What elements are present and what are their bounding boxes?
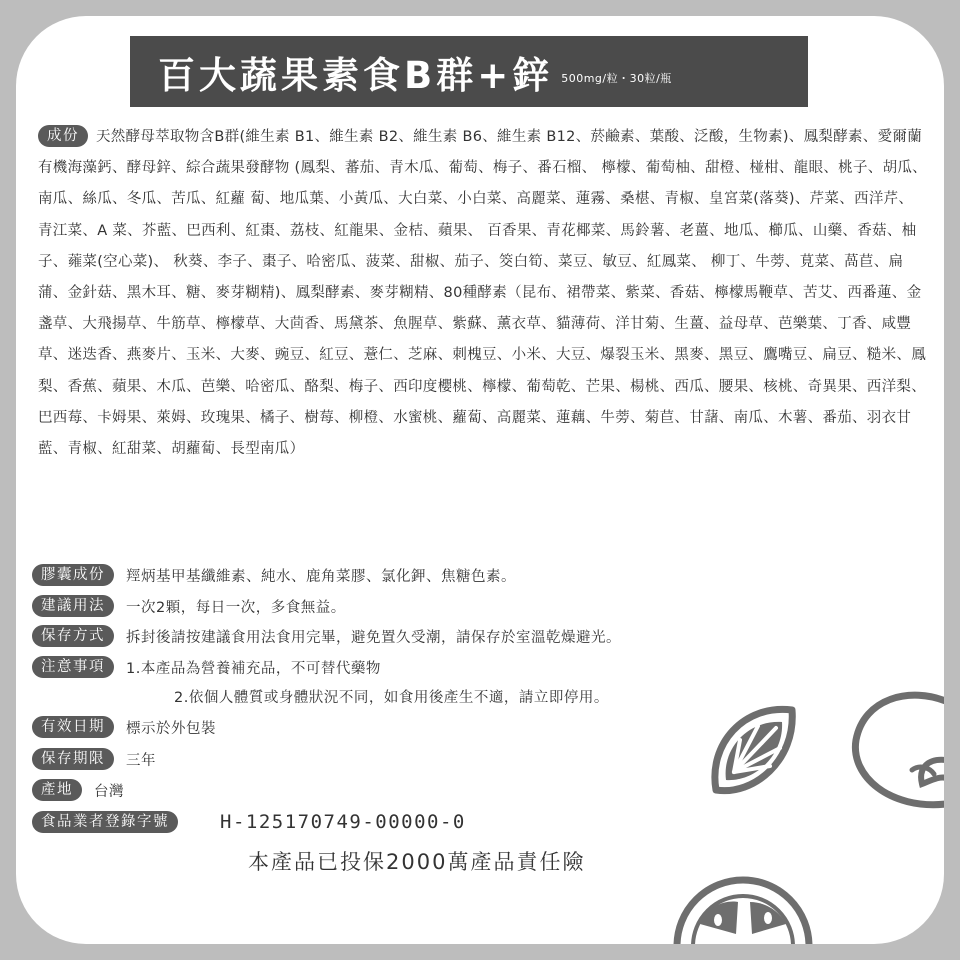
- storage-text: 拆封後請按建議食用法食用完畢，避免置久受潮，請保存於室溫乾燥避光。: [126, 629, 621, 646]
- ingredients-block: [38, 122, 928, 465]
- registration-row: [32, 811, 466, 833]
- origin-label: 產地: [32, 779, 82, 801]
- expiry-row: [32, 716, 216, 738]
- usage-row: [32, 595, 346, 617]
- registration-label: 食品業者登錄字號: [32, 811, 178, 833]
- capsule-text: 羥炳基甲基纖維素、純水、鹿角菜膠、氯化鉀、焦糖色素。: [126, 568, 516, 585]
- product-title: 百大蔬果素食B群+鋅: [158, 53, 554, 97]
- shelf-life-label: 保存期限: [32, 748, 114, 770]
- usage-text: 一次2顆，每日一次，多食無益。: [126, 599, 346, 616]
- expiry-label: 有效日期: [32, 716, 114, 738]
- storage-label: 保存方式: [32, 625, 114, 647]
- expiry-text: 標示於外包裝: [126, 720, 216, 737]
- product-spec: 500mg/粒・30粒/瓶: [561, 71, 672, 85]
- ingredients-text: 天然酵母萃取物含B群(維生素 B1、維生素 B2、維生素 B6、維生素 B12、菸鹼素、葉酸、泛酸，生物素)、鳳梨酵素、愛爾蘭有機海藻鈣、酵母鋅、綜合蔬果發酵物 (鳳梨、蕃茄、青木瓜、葡萄、梅子、番石榴、 檸檬、葡萄柚、甜橙、椪柑、龍眼、桃子、胡瓜、南瓜、絲瓜、冬瓜、苦瓜、紅蘿 蔔、地瓜葉、小黃瓜、大白菜、小白菜、高麗菜、蓮霧、桑椹、青椒、皇宮菜(落葵)、芹菜、西洋芹、青江菜、A 菜、芥藍、巴西利、紅棗、荔枝、紅龍果、金桔、蘋果、 百香果、青花椰菜、馬鈴薯、老薑、地瓜、櫛瓜、山藥、香菇、柚子、蕹菜(空心菜)、 秋葵、李子、棗子、哈密瓜、菠菜、甜椒、茄子、筊白筍、菜豆、敏豆、紅鳳菜、 柳丁、牛蒡、莧菜、萵苣、扁蒲、金針菇、黑木耳、糖、麥芽糊精)、鳳梨酵素、麥芽糊精、80種酵素（昆布、裙帶菜、紫菜、香菇、檸檬馬鞭草、苦艾、西番蓮、金盞草、大飛揚草、牛筋草、檸檬草、大茴香、馬黛茶、魚腥草、紫蘇、薰衣草、貓薄荷、洋甘菊、生薑、益母草、芭樂葉、丁香、咸豐草、迷迭香、燕麥片、玉米、大麥、豌豆、紅豆、薏仁、芝麻、刺槐豆、小米、大豆、爆裂玉米、黑麥、黑豆、鷹嘴豆、扁豆、糙米、鳳梨、香蕉、蘋果、木瓜、芭樂、哈密瓜、酪梨、梅子、西印度櫻桃、檸檬、葡萄乾、芒果、楊桃、西瓜、腰果、核桃、奇異果、西洋梨、巴西莓、卡姆果、萊姆、玫瑰果、橘子、樹莓、柳橙、水蜜桃、蘿蔔、高麗菜、蓮藕、牛蒡、菊苣、甘藷、南瓜、木薯、番茄、羽衣甘藍、青椒、紅甜菜、胡蘿蔔、長型南瓜）: [38, 129, 927, 458]
- strawberry-icon: [850, 688, 944, 818]
- registration-value: H-125170749-00000-0: [220, 811, 466, 833]
- citrus-slice-icon: [668, 874, 818, 944]
- title-banner: [130, 36, 808, 107]
- storage-row: [32, 625, 621, 647]
- notice-item-2: 2.依個人體質或身體狀況不同，如食用後產生不適，請立即停用。: [174, 690, 609, 706]
- ingredients-label: 成份: [38, 125, 88, 147]
- origin-text: 台灣: [94, 783, 124, 800]
- product-info-card: [16, 16, 944, 944]
- notice-label: 注意事項: [32, 656, 114, 678]
- capsule-row: [32, 564, 516, 586]
- lemon-slice-icon: [704, 704, 804, 804]
- capsule-label: 膠囊成份: [32, 564, 114, 586]
- shelf-life-text: 三年: [126, 752, 156, 769]
- usage-label: 建議用法: [32, 595, 114, 617]
- origin-row: [32, 779, 124, 801]
- shelf-life-row: [32, 748, 156, 770]
- insurance-statement: 本產品已投保2000萬產品責任險: [248, 850, 586, 874]
- notice-row: [32, 656, 381, 678]
- notice-item-1: 1.本產品為營養補充品，不可替代藥物: [126, 660, 381, 677]
